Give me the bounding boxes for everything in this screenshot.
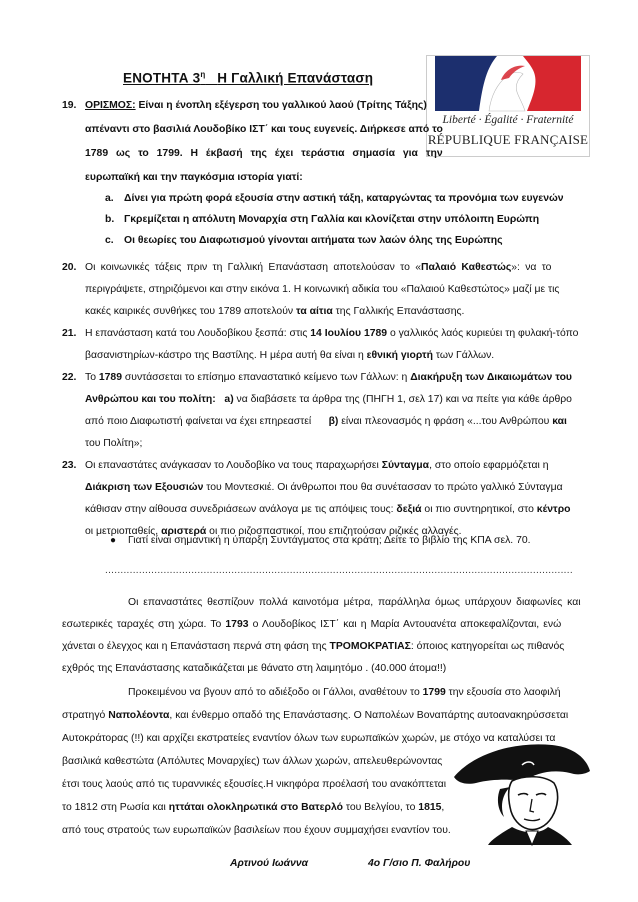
bullet-question: Γιατί είναι σημαντική η ύπαρξη Συντάγματος στα κράτη; Δείτε το βιβλίο της ΚΠΑ σελ. 70.: [128, 535, 531, 546]
paragraph-line: το 1812 στη Ρωσία και ηττάται ολοκληρωτικά στο Βατερλό του Βελγίου, το 1815,: [62, 802, 445, 813]
footer-school: 4ο Γ/σιο Π. Φαλήρου: [368, 858, 471, 869]
item-19-line: 1789 ως το 1799. Η έκβασή της έχει τεράστια σημασία για την: [85, 148, 443, 159]
footer-author: Αρτινού Ιωάννα: [230, 858, 309, 869]
napoleon-portrait: [452, 735, 592, 845]
item-19-line: ΟΡΙΣΜΟΣ: Είναι η ένοπλη εξέγερση του γαλλικού λαού (Τρίτης Τάξης): [85, 100, 427, 111]
marianne-emblem: [427, 56, 589, 111]
item-21-line: Η επανάσταση κατά του Λουδοβίκου ξεσπά: στις 14 Ιουλίου 1789 ο γαλλικός λαός κυριεύει τη φυλακή-τόπο: [85, 328, 579, 339]
republique-francaise-logo: [426, 55, 590, 157]
item-number: 22.: [62, 372, 77, 383]
item-23-line: κάθισαν στην αίθουσα συνεδριάσεων ανάλογα με τις απόψεις τους: δεξιά οι πιο συντηρητικοί, στο κέντρο: [85, 504, 571, 515]
paragraph-line: στρατηγό Ναπολέοντα, και ένθερμο οπαδό της Επανάστασης. Ο Ναπολέων Βοναπάρτης αυτοανακηρύσσεται: [62, 710, 569, 721]
item-22-line: του Πολίτη»;: [85, 438, 143, 449]
item-23-line: οι μετριοπαθείς, αριστερά οι πιο ριζοσπαστικοί, που επιζητούσαν ριζικές αλλαγές.: [85, 526, 462, 537]
sub-item-text: Οι θεωρίες του Διαφωτισμού γίνονται αιτήματα των λαών όλης της Ευρώπης: [124, 235, 503, 246]
logo-republique: RÉPUBLIQUE FRANÇAISE: [427, 132, 589, 147]
item-19-line: ευρωπαϊκή και την παγκόσμια ιστορία γιατί:: [85, 172, 303, 183]
item-21-line: βασανιστηρίων-κάστρο της Βαστίλης. Η μέρα αυτή θα είναι η εθνική γιορτή των Γάλλων.: [85, 350, 495, 361]
item-number: 20.: [62, 262, 77, 273]
item-22-line: από ποιο Διαφωτιστή φαίνεται να έχει επηρεαστεί β) είναι πλεονασμός η φράση «...του Ανθρώπου και: [85, 416, 567, 427]
item-20-line: περιγράψετε, στηριζόμενοι και στην εικόνα 1. Η κοινωνική αδικία του «Παλαιού Καθεστώτος» μαζί με τις: [85, 284, 560, 295]
sub-item-text: Γκρεμίζεται η απόλυτη Μοναρχία στη Γαλλία και κλονίζεται στην υπόλοιπη Ευρώπη: [124, 214, 540, 225]
item-19-line: απέναντι στο βασιλιά Λουδοβίκο ΙΣΤ΄ και τους ευγενείς. Διήρκεσε από το: [85, 124, 443, 135]
paragraph-line: Προκειμένου να βγουν από το αδιέξοδο οι Γάλλοι, αναθέτουν το 1799 την εξουσία στο λαοφιλή: [128, 687, 561, 698]
paragraph-line: εχθρός της Επανάστασης καταδικάζεται με θάνατο στη λαιμητόμο . (40.000 άτομα!!): [62, 663, 447, 674]
item-number: 21.: [62, 328, 77, 339]
paragraph-line: από τους στρατούς των ευρωπαϊκών βασιλείων που έχουν συμμαχήσει εναντίον του.: [62, 825, 451, 836]
bullet-icon: ●: [110, 535, 117, 546]
logo-motto: Liberté · Égalité · Fraternité: [442, 114, 574, 126]
sub-item-letter: b.: [105, 214, 115, 225]
paragraph-line: εσωτερικές ταραχές στη χώρα. Το 1793 ο Λουδοβίκος ΙΣΤ΄ και η Μαρία Αντουανέτα αποκεφαλίζονται, ενώ: [62, 619, 562, 630]
sub-item-letter: a.: [105, 193, 114, 204]
item-number: 23.: [62, 460, 77, 471]
sub-item-text: Δίνει για πρώτη φορά εξουσία στην αστική τάξη, καταργώντας τα προνόμια των ευγενών: [124, 193, 564, 204]
item-20-line: κακές καιρικές συνθήκες του 1789 αποτελούν τα αίτια της Γαλλικής Επανάστασης.: [85, 306, 465, 317]
paragraph-line: βασιλικά καθεστώτα (Απόλυτες Μοναρχίες) των άλλων χωρών, απελευθερώνοντας: [62, 756, 443, 767]
paragraph-line: χάνεται ο έλεγχος και η Επανάσταση περνά στη φάση της ΤΡΟΜΟΚΡΑΤΙΑΣ: όποιος κατηγορείται ως πιθανός: [62, 641, 565, 652]
item-20-line: Οι κοινωνικές τάξεις πριν τη Γαλλική Επανάσταση αποτελούσαν το «Παλαιό Καθεστώς»: να το: [85, 262, 552, 273]
page-title: ΕΝΟΤΗΤΑ $3^\eta$ Η Γαλλική Επανάσταση: [123, 70, 374, 86]
paragraph-line: Αυτοκράτορας (!!) και αρχίζει εκστρατείες εναντίον όλων των ευρωπαϊκών χωρών, με στόχο να καταλύσει τα: [62, 733, 556, 744]
paragraph-line: Οι επαναστάτες θεσπίζουν πολλά καινοτόμα μέτρα, παράλληλα όμως υπάρχουν διαφωνίες και: [128, 597, 581, 608]
item-number: 19.: [62, 100, 77, 111]
paragraph-line: έτσι τους λαούς από τις τυραννικές εξουσίες.Η νικηφόρα προέλασή του ανακόπτεται: [62, 779, 447, 790]
item-23-line: Διάκριση των Εξουσιών του Μοντεσκιέ. Οι άνθρωποι που θα συνέτασσαν το πρώτο γαλλικό Σύνταγμα: [85, 482, 563, 493]
item-22-line: Το 1789 συντάσσεται το επίσημο επαναστατικό κείμενο των Γάλλων: η Διακήρυξη των Δικαιωμάτων του: [85, 372, 572, 383]
item-22-line: Ανθρώπου και του πολίτη: a) να διαβάσετε τα άρθρα της (ΠΗΓΗ 1, σελ 17) και να πείτε για κάθε άρθρο: [85, 394, 572, 405]
dotted-separator: ........................................................................................................................................................: [105, 565, 573, 576]
item-23-line: Οι επαναστάτες ανάγκασαν το Λουδοβίκο να τους παραχωρήσει Σύνταγμα, στο οποίο εφαρμόζεται η: [85, 460, 549, 471]
sub-item-letter: c.: [105, 235, 114, 246]
